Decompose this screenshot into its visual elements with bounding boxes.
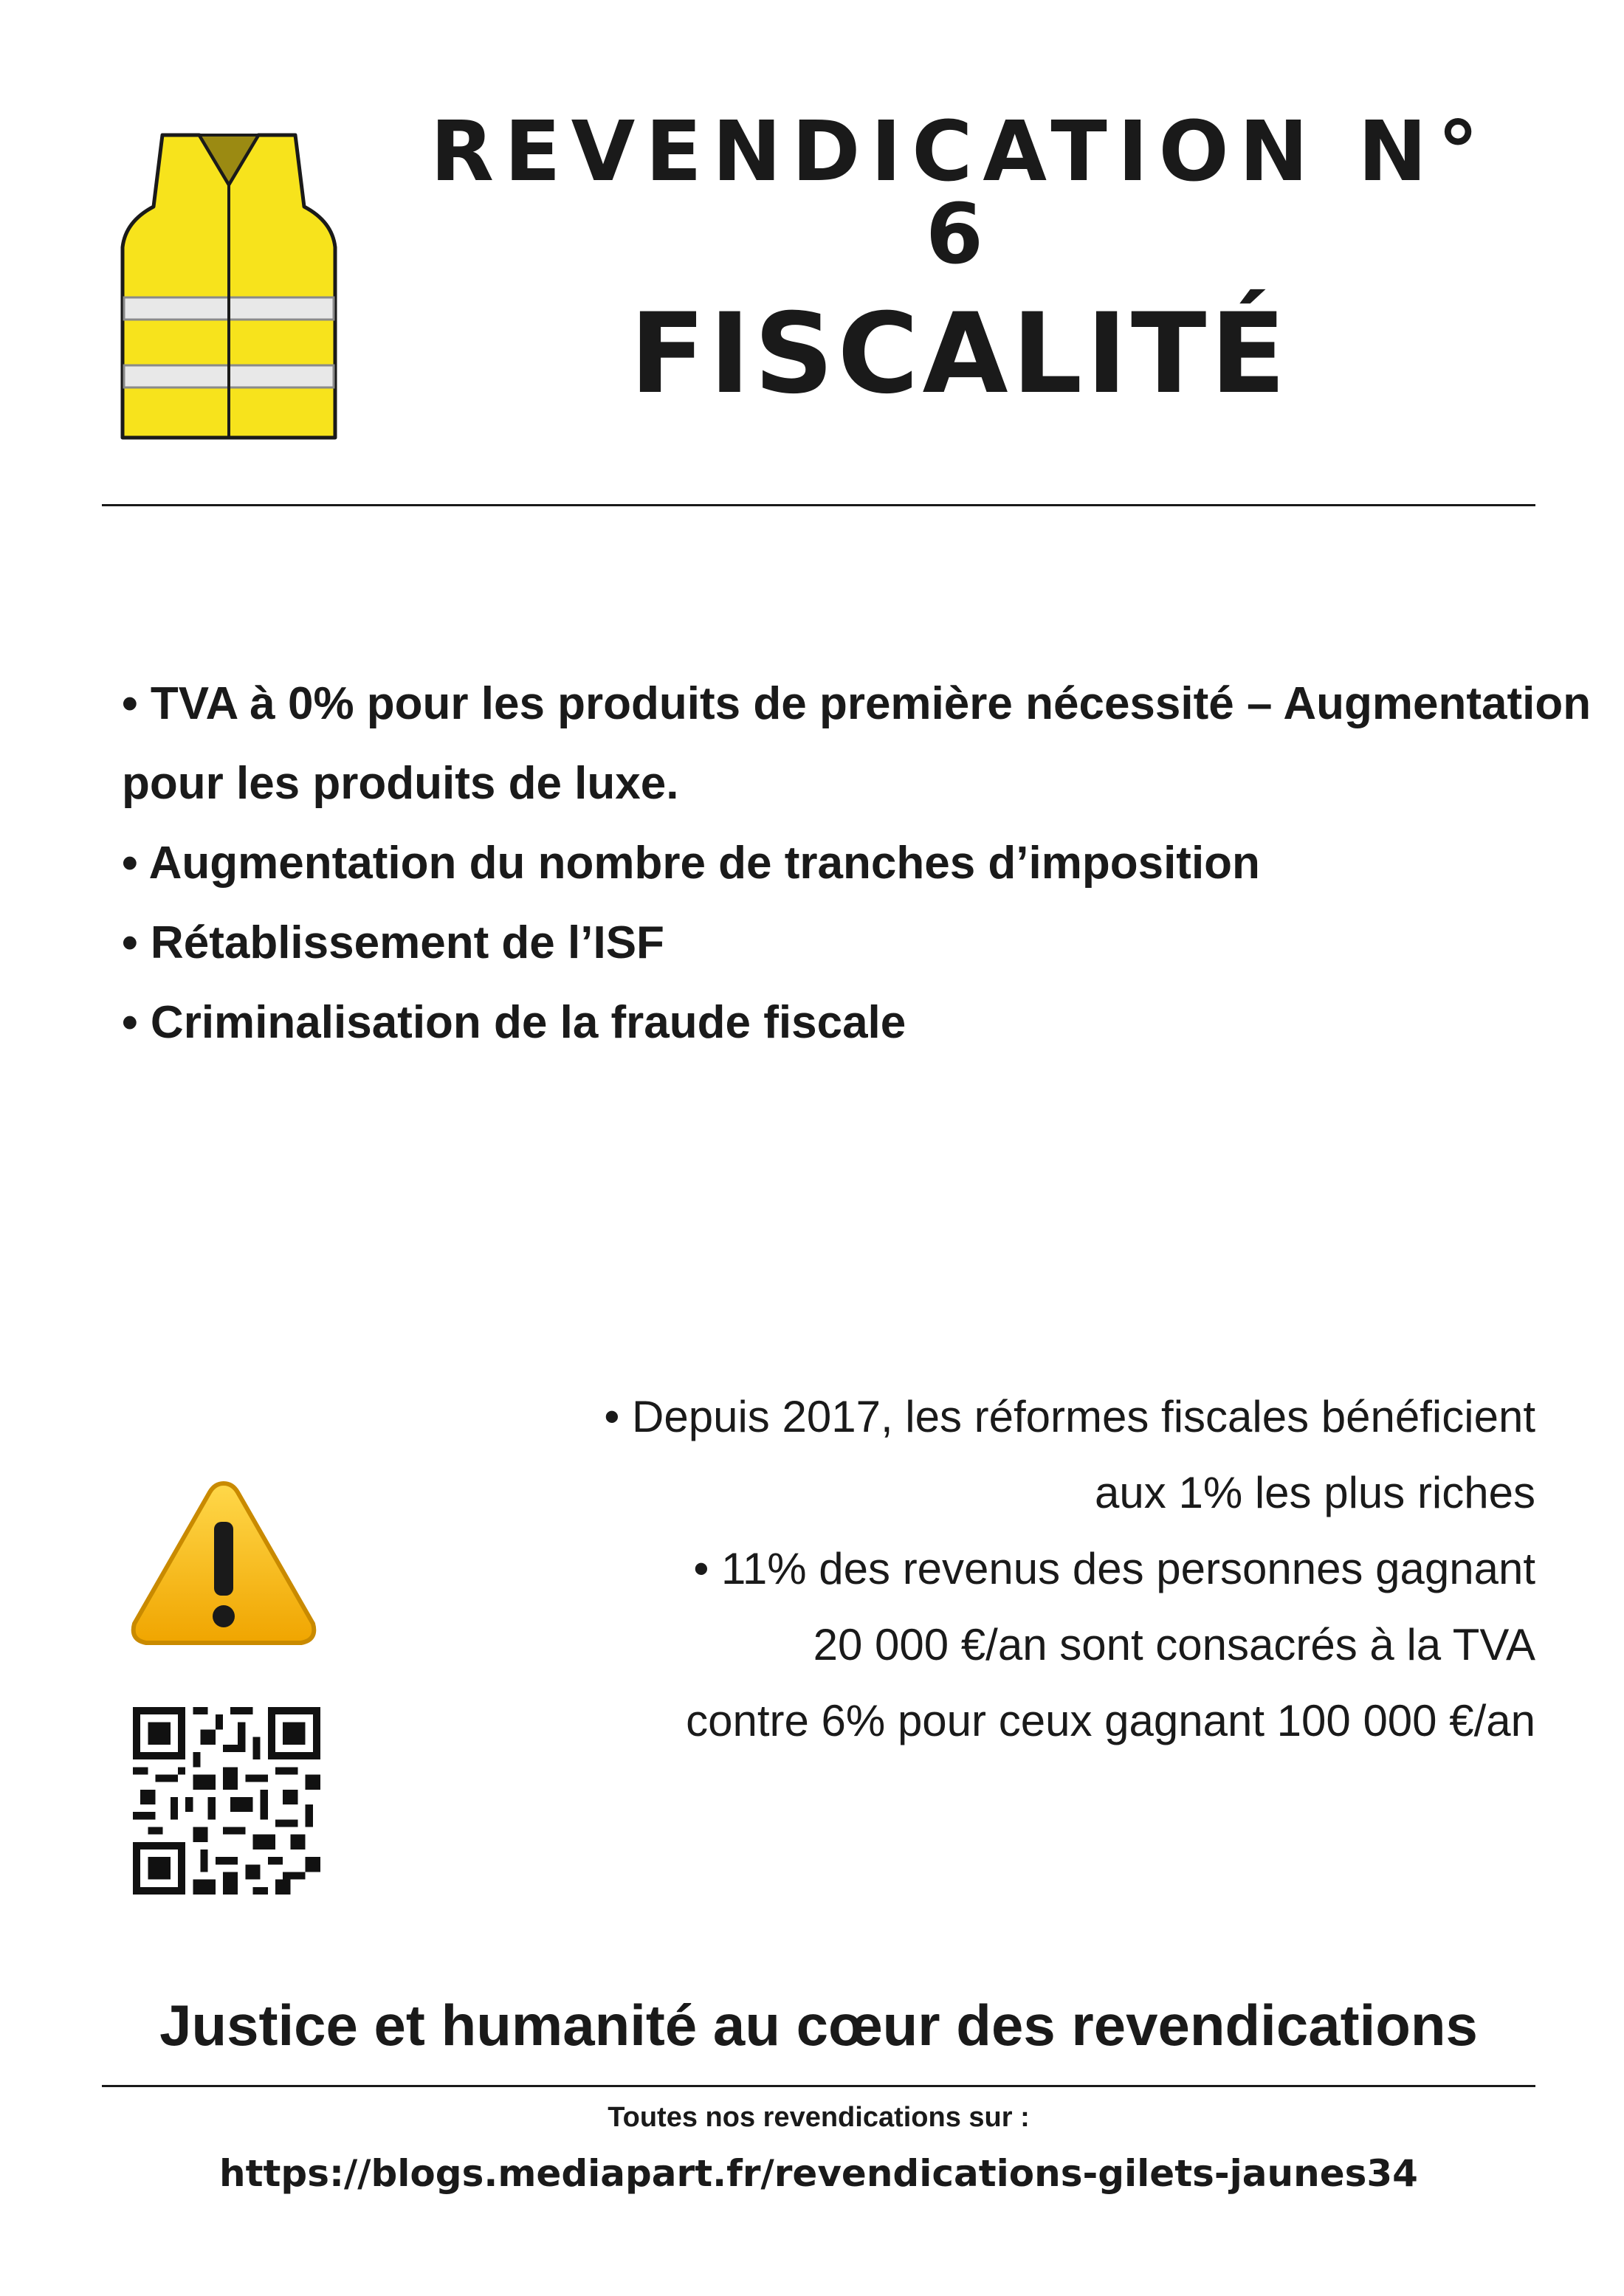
bottom-divider [102,2085,1535,2087]
warning-icon [127,1476,320,1650]
top-divider [102,504,1535,506]
slogan: Justice et humanité au cœur des revendications [159,1993,1478,2058]
demand-line: • Augmentation du nombre de tranches d’imposition [122,838,1260,889]
footer-url[interactable]: https://blogs.mediapart.fr/revendications-gilets-jaunes34 [219,2152,1418,2195]
facts-block [576,1379,1535,1759]
demand-line: • Criminalisation de la fraude fiscale [122,997,906,1048]
fact-line: • 11% des revenus des personnes gagnant [693,1544,1535,1593]
fact-line: • Depuis 2017, les réformes fiscales bénéficient [604,1392,1535,1441]
qr-code-icon [133,1707,320,1895]
demand-line: pour les produits de luxe. [122,758,679,809]
demand-line: • Rétablissement de l’ISF [122,917,664,968]
page-subtitle: FISCALITÉ [630,290,1290,418]
footer-label: Toutes nos revendications sur : [608,2102,1030,2133]
fact-line: contre 6% pour ceux gagnant 100 000 €/an [686,1696,1535,1745]
fact-line: aux 1% les plus riches [1095,1468,1535,1517]
page-title: REVENDICATION N° 6 [430,104,1490,283]
demands-list [122,664,1592,1063]
fact-line: 20 000 €/an sont consacrés à la TVA [813,1620,1535,1669]
yellow-vest-icon [111,129,347,447]
demand-line: • TVA à 0% pour les produits de première nécessité – Augmentation [122,678,1592,729]
